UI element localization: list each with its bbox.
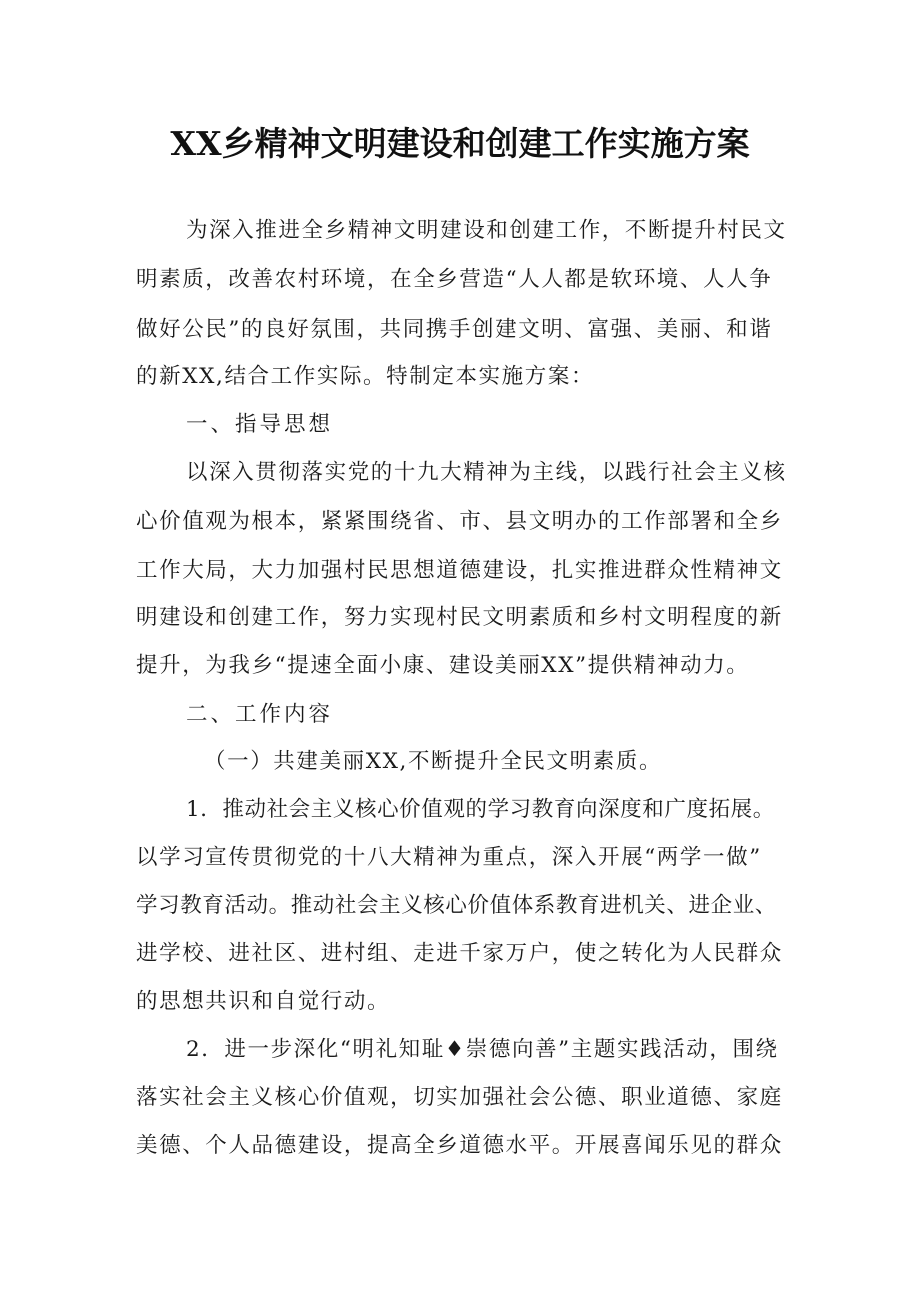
- paragraph-line: 以深入贯彻落实党的十九大精神为主线，以践行社会主义核: [186, 460, 787, 485]
- paragraph-line: 1．推动社会主义核心价值观的学习教育向深度和广度拓展。: [186, 797, 775, 822]
- paragraph-line: 美德、个人品德建设，提高全乡道德水平。开展喜闻乐见的群众: [136, 1133, 783, 1158]
- section-heading: 一、指导思想: [186, 412, 334, 437]
- document-title: XX乡精神文明建设和创建工作实施方案: [170, 124, 750, 163]
- paragraph-line: 以学习宣传贯彻党的十八大精神为重点，深入开展“两学一做”: [136, 845, 762, 870]
- paragraph-line: 为深入推进全乡精神文明建设和创建工作，不断提升村民文: [186, 218, 787, 243]
- paragraph-line: 的思想共识和自觉行动。: [136, 989, 391, 1014]
- paragraph-line: 做好公民”的良好氛围，共同携手创建文明、富强、美丽、和谐: [136, 317, 773, 342]
- paragraph-line: 落实社会主义核心价值观，切实加强社会公德、职业道德、家庭: [136, 1085, 783, 1110]
- paragraph-line: 提升，为我乡“提速全面小康、建设美丽XX”提供精神动力。: [136, 653, 750, 678]
- section-heading: 二、工作内容: [186, 702, 334, 727]
- paragraph-line: 的新XX,结合工作实际。特制定本实施方案：: [136, 364, 595, 389]
- paragraph-line: 进学校、进社区、进村组、走进千家万户，使之转化为人民群众: [136, 941, 783, 966]
- paragraph-line: 明建设和创建工作，努力实现村民文明素质和乡村文明程度的新: [136, 605, 783, 630]
- paragraph-line: 学习教育活动。推动社会主义核心价值体系教育进机关、进企业、: [136, 893, 777, 918]
- paragraph-line: 明素质，改善农村环境，在全乡营造“人人都是软环境、人人争: [136, 267, 773, 292]
- paragraph-line: 2．进一步深化“明礼知耻♦崇德向善”主题实践活动，围绕: [186, 1037, 779, 1062]
- subsection-heading: （一）共建美丽XX,不断提升全民文明素质。: [204, 749, 663, 774]
- paragraph-line: 心价值观为根本，紧紧围绕省、市、县文明办的工作部署和全乡: [136, 509, 783, 534]
- paragraph-line: 工作大局，大力加强村民思想道德建设，扎实推进群众性精神文: [136, 558, 783, 583]
